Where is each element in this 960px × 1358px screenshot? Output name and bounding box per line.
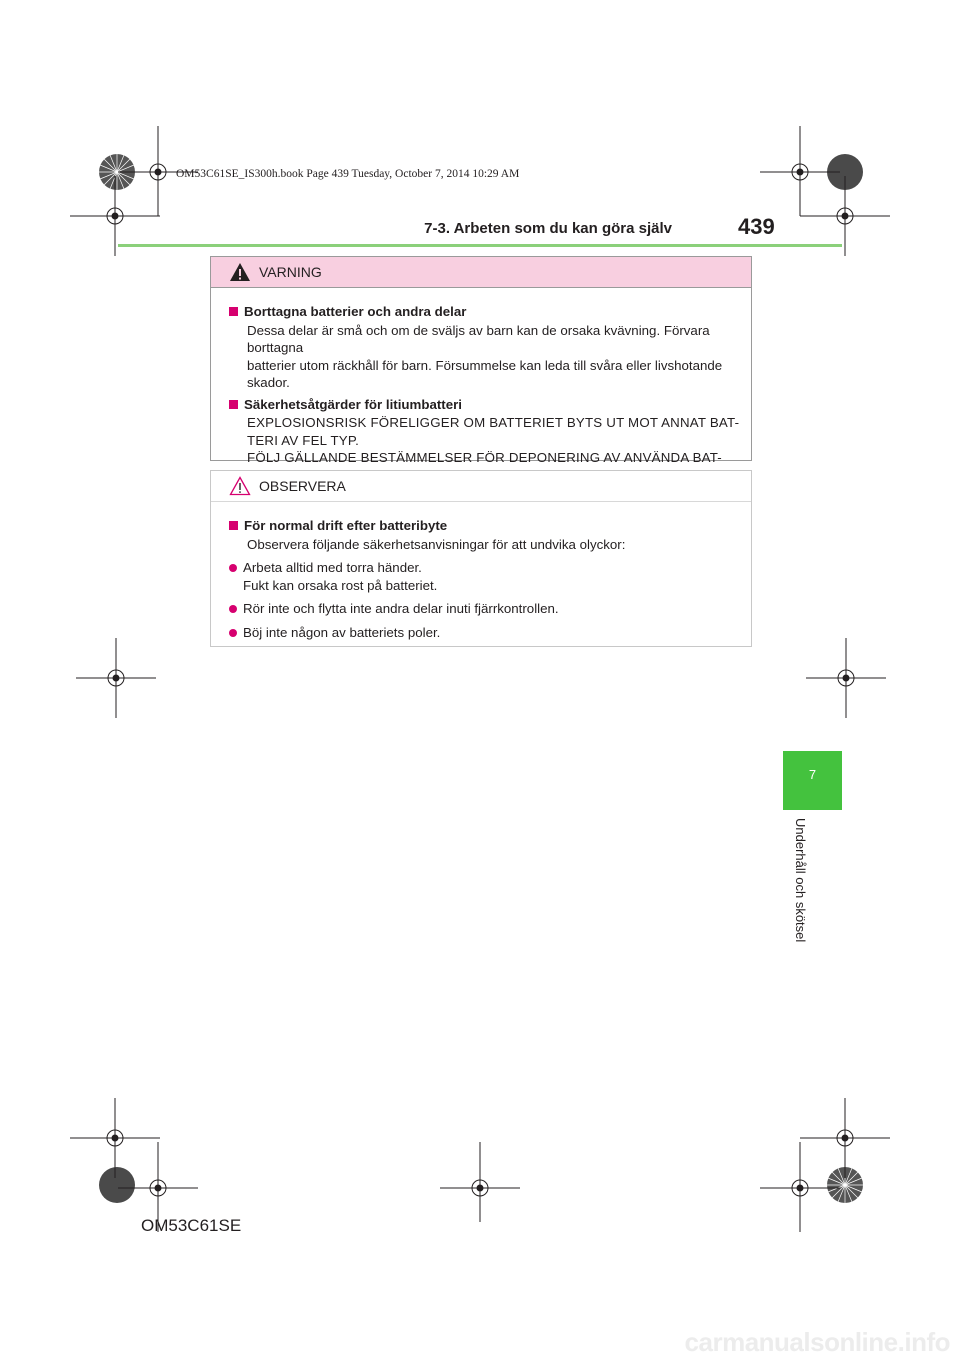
warning-heading-lithium: Säkerhetsåtgärder för litiumbatteri bbox=[229, 396, 741, 414]
notice-box bbox=[210, 470, 752, 647]
caution-triangle-icon bbox=[229, 476, 251, 496]
square-bullet-icon bbox=[229, 521, 238, 530]
warning-triangle-icon bbox=[229, 262, 251, 282]
header-divider bbox=[118, 244, 842, 247]
chapter-tab-label: Underhåll och skötsel bbox=[793, 818, 808, 943]
list-item: Arbeta alltid med torra händer. Fukt kan orsaka rost på batteriet. bbox=[229, 559, 741, 594]
notice-label: OBSERVERA bbox=[259, 478, 346, 494]
square-bullet-icon bbox=[229, 307, 238, 316]
notice-heading: För normal drift efter batteribyte bbox=[229, 517, 741, 535]
section-header-title: 7-3. Arbeten som du kan göra själv bbox=[424, 220, 672, 237]
warning-box bbox=[210, 256, 752, 465]
chapter-tab: 7 bbox=[783, 751, 842, 810]
square-bullet-icon bbox=[229, 400, 238, 409]
warning-heading-removed-batteries: Borttagna batterier och andra delar bbox=[229, 303, 741, 321]
crosshair-mark-middle-left bbox=[76, 638, 156, 718]
notice-header bbox=[211, 471, 751, 502]
list-item: Rör inte och flytta inte andra delar inuti fjärrkontrollen. bbox=[229, 600, 741, 618]
round-bullet-icon bbox=[229, 564, 237, 572]
crosshair-mark-bottom-right-outer bbox=[800, 1098, 890, 1178]
list-item: Böj inte någon av batteriets poler. bbox=[229, 624, 741, 642]
watermark: carmanualsonline.info bbox=[684, 1327, 950, 1357]
warning-header bbox=[211, 257, 751, 288]
round-bullet-icon bbox=[229, 629, 237, 637]
page-number: 439 bbox=[738, 214, 775, 239]
warning-text-removed-batteries: Dessa delar är små och om de sväljs av barn kan de orsaka kvävning. Förvara borttagna batterier utom räckhåll för barn. Försummelse kan leda till svåra eller livshotande skador. bbox=[247, 322, 723, 390]
notice-body bbox=[211, 502, 751, 641]
warning-label: VARNING bbox=[259, 264, 322, 280]
crosshair-mark-middle-right bbox=[806, 638, 886, 718]
warning-text-lithium: EXPLOSIONSRISK FÖRELIGGER OM BATTERIET BYTS UT MOT ANNAT BAT- TERI AV FEL TYP. FÖLJ GÄLLANDE BESTÄMMELSER FÖR DEPONERING AV ANVÄNDA BAT- bbox=[247, 415, 740, 465]
round-bullet-icon bbox=[229, 605, 237, 613]
warning-body bbox=[211, 288, 751, 484]
print-info-line: OM53C61SE_IS300h.book Page 439 Tuesday, October 7, 2014 10:29 AM bbox=[176, 168, 520, 180]
crosshair-mark-bottom-center bbox=[440, 1142, 520, 1222]
document-code: OM53C61SE bbox=[141, 1216, 242, 1235]
notice-intro: Observera följande säkerhetsanvisningar för att undvika olyckor: bbox=[247, 536, 626, 552]
